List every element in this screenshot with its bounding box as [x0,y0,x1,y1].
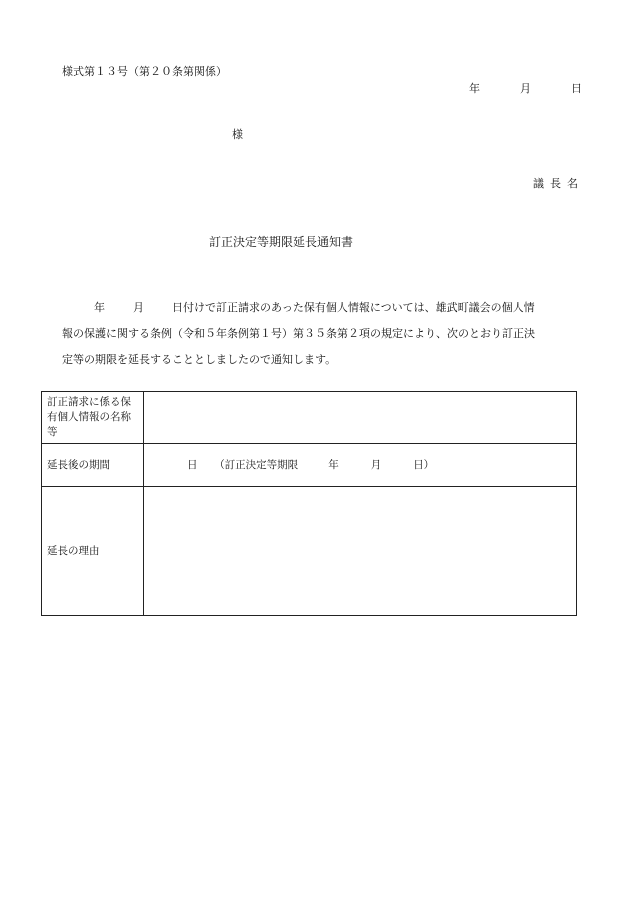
body-month: 月 [133,301,144,314]
date-year: 年 [469,82,480,95]
period-deadline-open: （訂正決定等期限 [214,458,299,471]
name-label: 訂正請求に係る保有個人情報の名称等 [42,392,144,444]
body-line-2: 報の保護に関する条例（令和５年条例第１号）第３５条第２項の規定により、次のとおり訂正決 [62,327,535,340]
document-title: 訂正決定等期限延長通知書 [209,235,354,249]
date-line [469,83,582,94]
period-day: 日 [187,458,198,471]
addressee-suffix: 様 [232,128,243,141]
form-number: 様式第１３号（第２０条第関係） [62,65,227,78]
period-value-cell[interactable] [144,444,577,487]
period-year: 年 [328,458,339,471]
name-value-cell[interactable] [144,392,577,444]
body-year: 年 [94,301,105,314]
issuer-name: 議長名 [533,177,584,190]
date-day: 日 [571,82,582,95]
period-label: 延長後の期間 [42,444,144,487]
period-month: 月 [370,458,382,471]
period-day-close: 日） [413,458,435,471]
info-table [41,391,577,616]
reason-value-cell[interactable] [144,487,577,616]
table-row-name [42,392,577,444]
date-month: 月 [520,82,531,95]
body-line-1 [62,295,582,321]
body-line-3: 定等の期限を延長することとしましたので通知します。 [62,353,337,366]
table-row-reason [42,487,577,616]
body-line-1-text: 日付けで訂正請求のあった保有個人情報については、雄武町議会の個人情 [172,301,535,314]
table-row-period [42,444,577,487]
body-paragraph [62,295,582,373]
reason-label: 延長の理由 [42,487,144,616]
